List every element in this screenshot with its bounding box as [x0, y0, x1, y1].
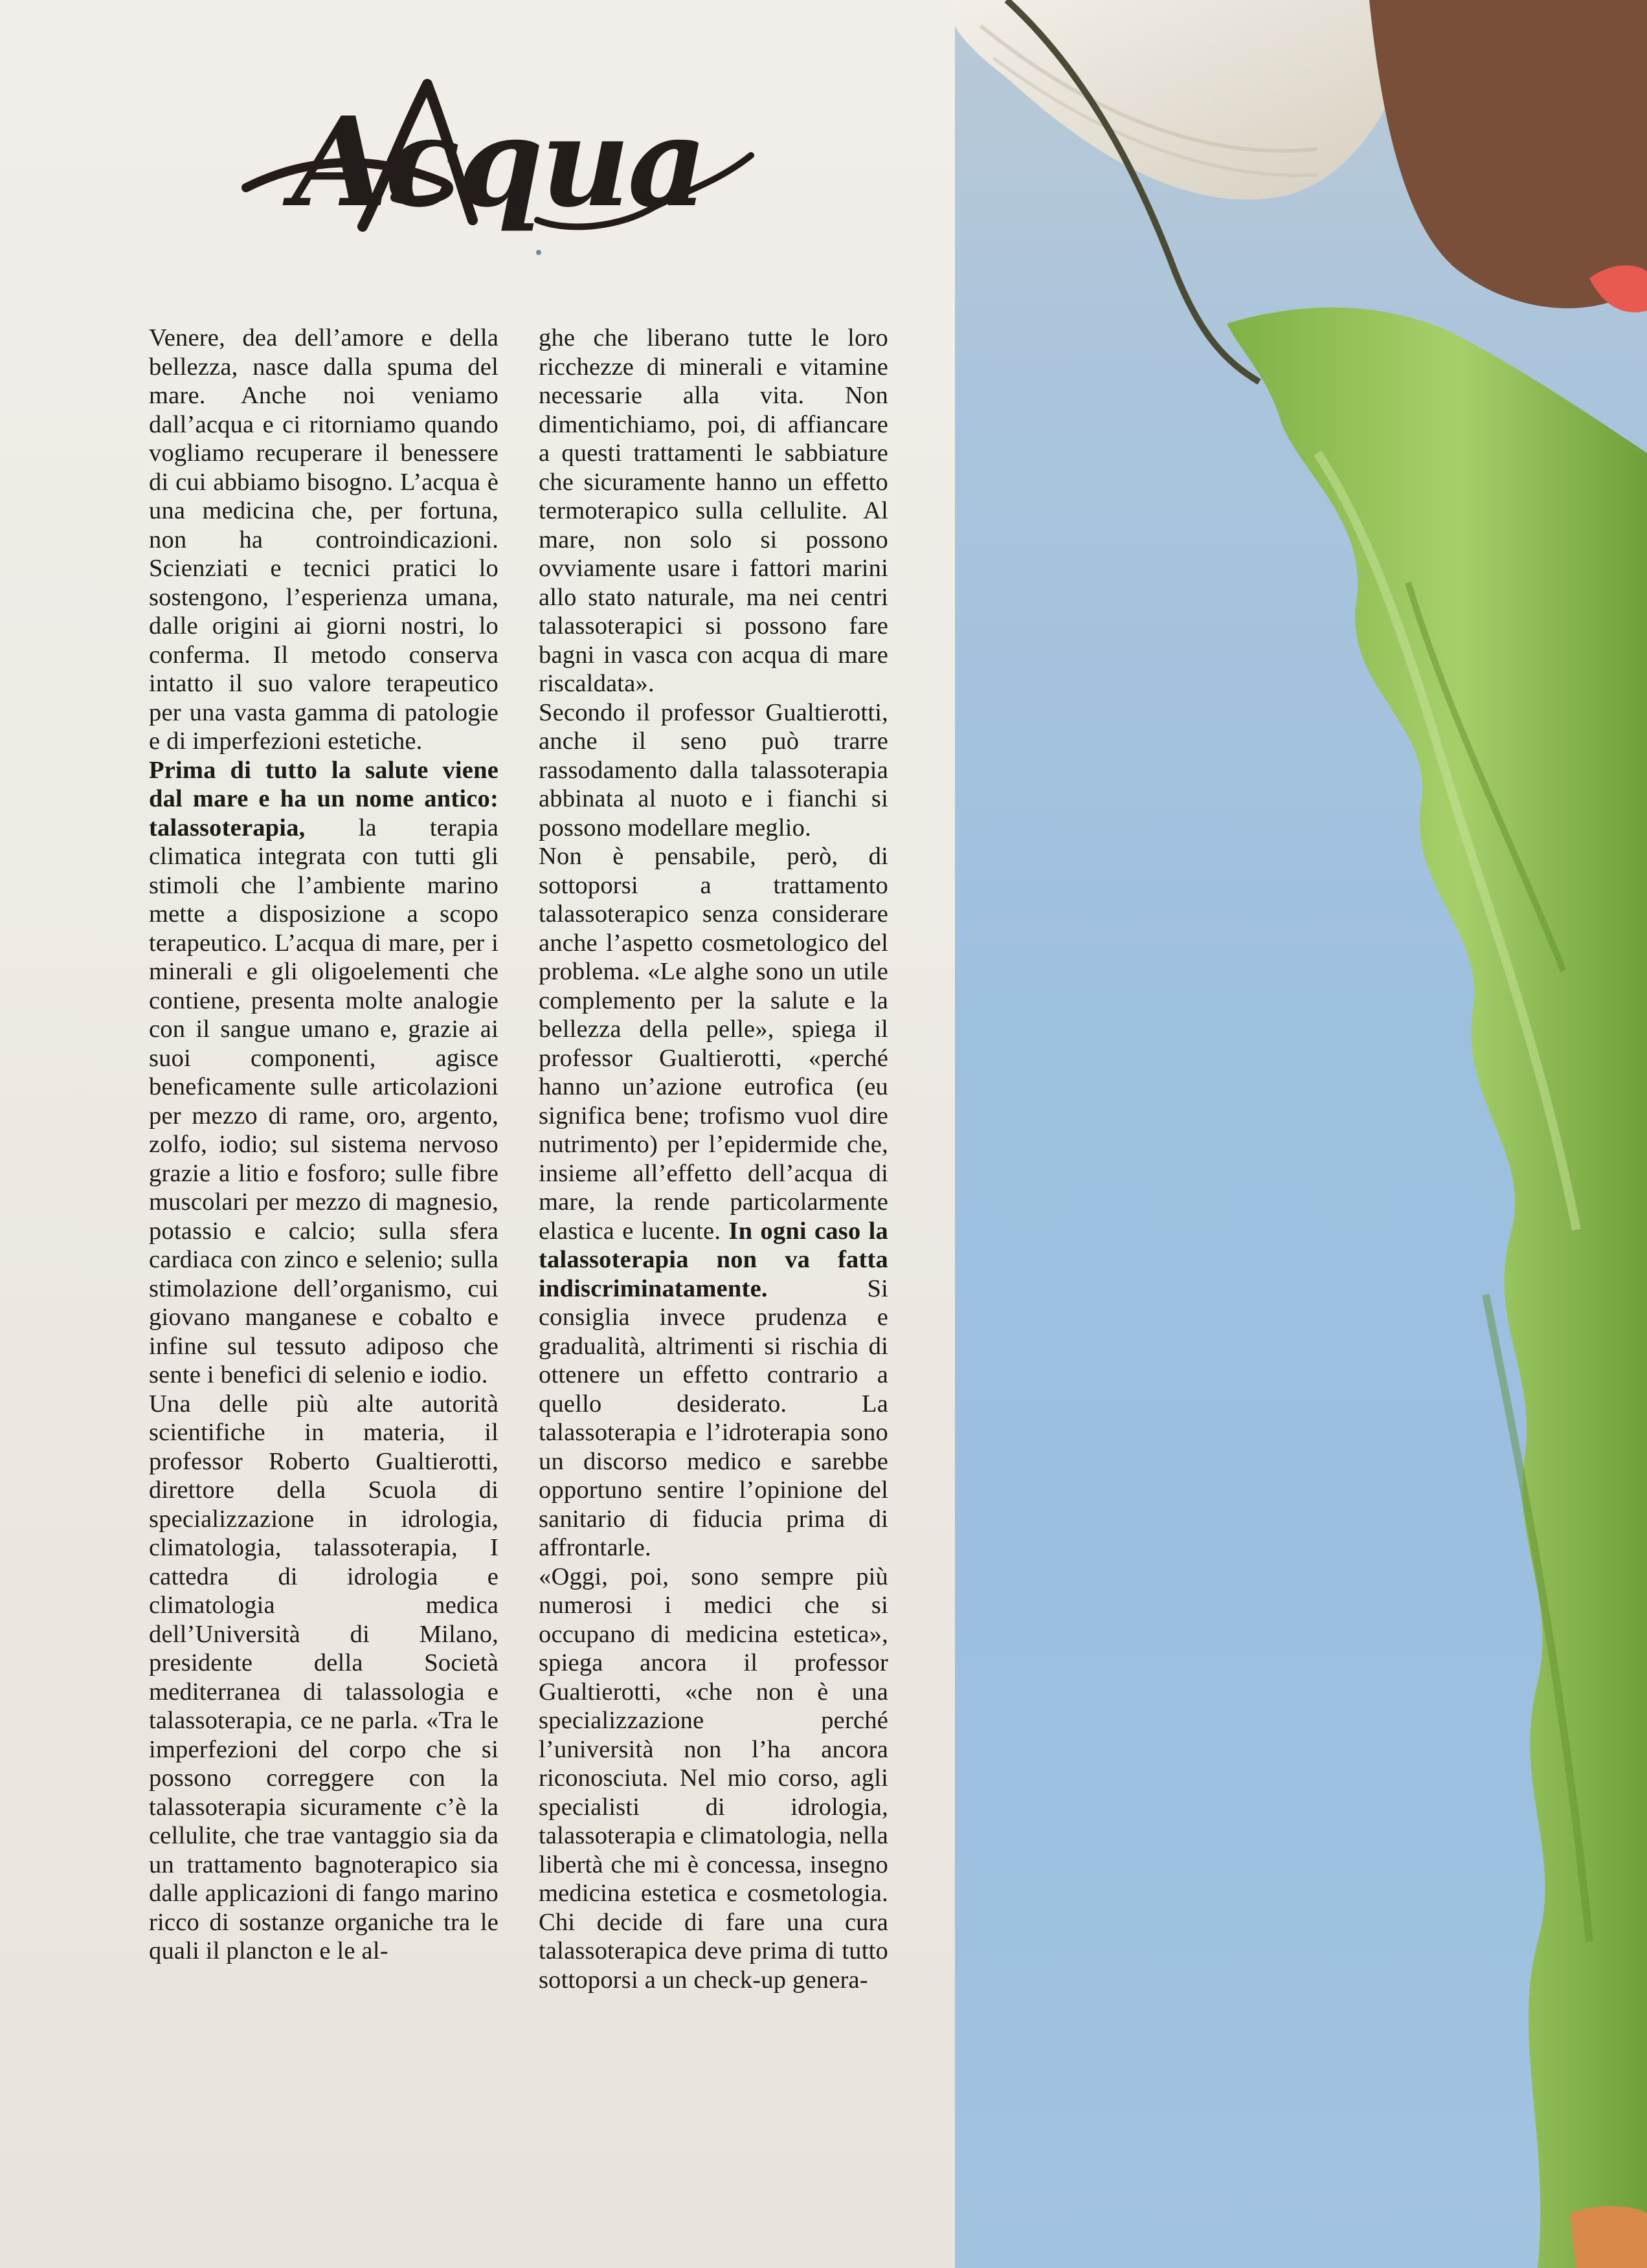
seaweed-illustration — [955, 0, 1647, 2268]
article-title — [233, 58, 764, 265]
article-paragraph — [149, 756, 499, 1390]
text-run: la terapia climatica integrata con tutti gli stimoli che l’ambiente marino mette a disposizione a scopo terapeutico. L’acqua di mare, per i minerali e gli oligoelementi che contiene, presenta molte analogie con il sangue umano e, grazie ai suoi componenti, agisce beneficamente sulle articolazioni per mezzo di rame, oro, argento, zolfo, iodio; sul sistema nervoso grazie a litio e fosforo; sulle fibre muscolari per mezzo di magnesio, potassio e calcio; sulla sfera cardiaca con zinco e selenio; sulla stimolazione dell’organismo, cui giovano manganese e cobalto e infine sul tessuto adiposo che sente i benefici di selenio e iodio. — [149, 814, 499, 1388]
article-paragraph — [149, 324, 499, 756]
article-paragraph — [149, 1390, 499, 1966]
text-run: Venere, dea dell’amore e della bellezza, nasce dalla spuma del mare. Anche noi veniamo dall’acqua e ci ritorniamo quando vogliamo recuperare il benessere di cui abbiamo bisogno. L’acqua è una medicina che, per fortuna, non ha controindicazioni. Scienziati e tecnici pratici lo sostengono, l’esperienza umana, dalle origini ai giorni nostri, lo conferma. Il metodo conserva intatto il suo valore terapeutico per una vasta gamma di patologie e di imperfezioni estetiche. — [149, 324, 499, 755]
decorative-dot — [536, 250, 541, 255]
text-run: ghe che liberano tutte le loro ricchezze di minerali e vitamine necessarie alla vita. Non dimentichiamo, poi, di affiancare a questi trattamenti le sabbiature che sicuramente hanno un effetto termoterapico sulla cellulite. Al mare, non solo si possono ovviamente usare i fattori marini allo stato naturale, ma nei centri talassoterapici si possono fare bagni in vasca con acqua di mare riscaldata». — [539, 324, 888, 697]
bold-text-run: Prima di tutto la salute viene dal mare e ha un nome antico: talassoterapia, — [149, 756, 499, 841]
bold-text-run: In ogni caso la talassoterapia non va fatta indiscriminatamente. — [539, 1217, 888, 1302]
text-column-right — [539, 324, 888, 2265]
seaweed-photo — [955, 0, 1647, 2268]
title-text: Acqua — [292, 89, 705, 234]
text-run: Non è pensabile, però, di sottoporsi a trattamento talassoterapico senza considerare anche l’aspetto cosmetologico del problema. «Le alghe sono un utile complemento per la salute e la bellezza della pelle», spiega il professor Gualtierotti, «perché hanno un’azione eutrofica (eu significa bene; trofismo vuol dire nutrimento) per l’epidermide che, insieme all’effetto dell’acqua di mare, la rende particolarmente elastica e lucente. — [539, 843, 888, 1245]
article-paragraph — [539, 1562, 888, 1995]
article-paragraph — [539, 698, 888, 843]
article-paragraph — [539, 842, 888, 1562]
text-column-left — [149, 324, 499, 2265]
text-run: Secondo il professor Gualtierotti, anche il seno può trarre rassodamento dalla talassoterapia abbinata al nuoto e i fianchi si possono modellare meglio. — [539, 698, 888, 841]
article-paragraph — [539, 324, 888, 698]
text-run: Una delle più alte autorità scientifiche in materia, il professor Roberto Gualtierotti, direttore della Scuola di specializzazione in idrologia, climatologia, talassoterapia, I cattedra di idrologia e climatologia medica dell’Università di Milano, presidente della Società mediterranea di talassologia e talassoterapia, ce ne parla. «Tra le imperfezioni del corpo che si possono correggere con la talassoterapia sicuramente c’è la cellulite, che trae vantaggio sia da un trattamento bagnoterapico sia dalle applicazioni di fango marino ricco di sostanze organiche tra le quali il plancton e le al- — [149, 1390, 499, 1964]
text-run: Si consiglia invece prudenza e gradualità, altrimenti si rischia di ottenere un effetto contrario a quello desiderato. La talassoterapia e l’idroterapia sono un discorso medico e sarebbe opportuno sentire l’opinione del sanitario di fiducia prima di affrontarle. — [539, 1274, 888, 1561]
text-run: «Oggi, poi, sono sempre più numerosi i medici che si occupano di medicina estetica», spiega ancora il professor Gualtierotti, «che non è una specializzazione perché l’università non l’ha ancora riconosciuta. Nel mio corso, agli specialisti di idrologia, talassoterapia e climatologia, nella libertà che mi è concessa, insegno medicina estetica e cosmetologia. Chi decide di fare una cura talassoterapica deve prima di tutto sottoporsi a un check-up genera- — [539, 1562, 888, 1994]
